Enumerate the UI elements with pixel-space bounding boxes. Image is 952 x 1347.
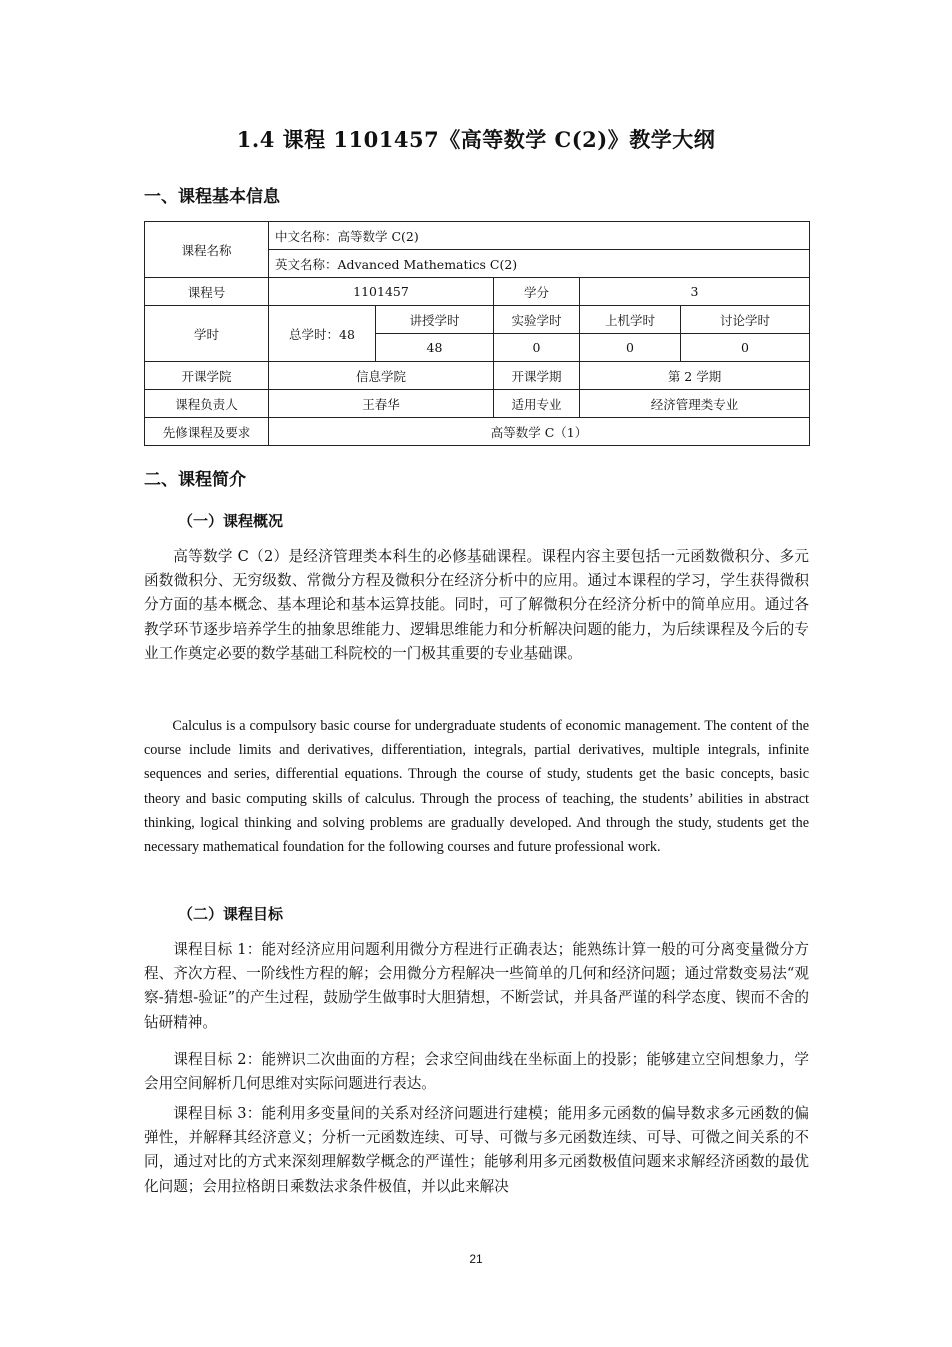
section-heading-basic-info: 一、课程基本信息 [144, 187, 280, 207]
computer-hours-label: 上机学时 [580, 306, 681, 334]
course-name-label: 课程名称 [145, 222, 269, 278]
goal-1: 课程目标 1：能对经济应用问题利用微分方程进行正确表达；能熟练计算一般的可分离变量微分方程、齐次方程、一阶线性方程的解；会用微分方程解决一些简单的几何和经济问题；通过常数变易法“观察-猜想-验证”的产生过程，鼓励学生做事时大胆猜想，不断尝试，并具备严谨的科学态度、锲而不舍的钻研精神。 [144, 941, 809, 1031]
course-info-table [144, 221, 810, 446]
subheading-overview: （一）课程概况 [178, 512, 284, 530]
goal-3: 课程目标 3：能利用多变量间的关系对经济问题进行建模；能用多元函数的偏导数求多元函数的偏弹性，并解释其经济意义；分析一元函数连续、可导、可微与多元函数连续、可导、可微之间关系的不同，通过对比的方式来深刻理解数学概念的严谨性；能够利用多元函数极值问题来求解经济函数的最优化问题；会用拉格朗日乘数法求条件极值，并以此来解决 [144, 1105, 809, 1195]
lecture-hours-label: 讲授学时 [376, 306, 494, 334]
table-row [145, 390, 810, 418]
semester-label: 开课学期 [494, 362, 580, 390]
computer-hours-value: 0 [580, 334, 681, 362]
major-label: 适用专业 [494, 390, 580, 418]
table-row [145, 306, 810, 334]
leader-label: 课程负责人 [145, 390, 269, 418]
page-number: 21 [469, 1252, 483, 1266]
prereq-value: 高等数学 C（1） [269, 418, 810, 446]
credit-value: 3 [580, 278, 810, 306]
subheading-goals: （二）课程目标 [178, 905, 284, 923]
course-no-label: 课程号 [145, 278, 269, 306]
course-name-en: 英文名称：Advanced Mathematics C(2) [269, 250, 810, 278]
goal-2: 课程目标 2：能辨识二次曲面的方程；会求空间曲线在坐标面上的投影；能够建立空间想象力，学会用空间解析几何思维对实际问题进行表达。 [144, 1051, 809, 1093]
lecture-hours-value: 48 [376, 334, 494, 362]
overview-chinese: 高等数学 C（2）是经济管理类本科生的必修基础课程。课程内容主要包括一元函数微积分、多元函数微积分、无穷级数、常微分方程及微积分在经济分析中的应用。通过本课程的学习，学生获得微积分方面的基本概念、基本理论和基本运算技能。同时，可了解微积分在经济分析中的简单应用。通过各教学环节逐步培养学生的抽象思维能力、逻辑思维能力和分析解决问题的能力，为后续课程及今后的专业工作奠定必要的数学基础工科院校的一门极其重要的专业基础课。 [144, 548, 809, 662]
hours-label: 学时 [145, 306, 269, 362]
course-name-cn: 中文名称：高等数学 C(2) [269, 222, 810, 250]
college-value: 信息学院 [269, 362, 494, 390]
college-label: 开课学院 [145, 362, 269, 390]
course-no-value: 1101457 [269, 278, 494, 306]
discussion-hours-value: 0 [681, 334, 810, 362]
credit-label: 学分 [494, 278, 580, 306]
lab-hours-value: 0 [494, 334, 580, 362]
leader-value: 王春华 [269, 390, 494, 418]
section-heading-intro: 二、课程简介 [144, 470, 246, 490]
table-row [145, 222, 810, 250]
prereq-label: 先修课程及要求 [145, 418, 269, 446]
semester-value: 第 2 学期 [580, 362, 810, 390]
major-value: 经济管理类专业 [580, 390, 810, 418]
table-row [145, 278, 810, 306]
total-hours: 总学时：48 [269, 306, 376, 362]
overview-english: Calculus is a compulsory basic course for undergraduate students of economic management. The content of the course include limits and derivatives, differentiation, integrals, partial derivatives, multiple integrals, infinite sequences and series, differential equations. Through the course of study, students get the basic concepts, basic theory and basic computing skills of calculus. Through the process of teaching, the students’ abilities in abstract thinking, logical thinking and solving problems are gradually developed. And through the study, students get the necessary mathematical foundation for the following courses and future professional work. [144, 718, 809, 856]
table-row [145, 362, 810, 390]
document-title: 1.4 课程 1101457《高等数学 C(2)》教学大纲 [236, 127, 716, 152]
discussion-hours-label: 讨论学时 [681, 306, 810, 334]
table-row [145, 418, 810, 446]
lab-hours-label: 实验学时 [494, 306, 580, 334]
